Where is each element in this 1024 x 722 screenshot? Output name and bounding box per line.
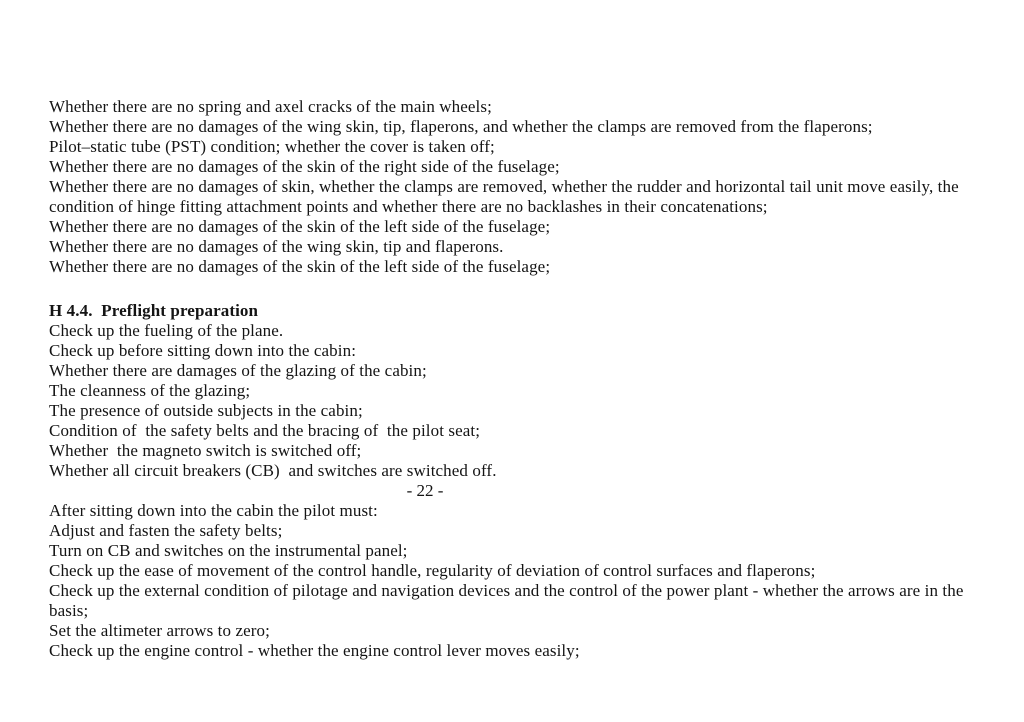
text-line: Whether there are no spring and axel cracks of the main wheels; bbox=[49, 97, 492, 116]
page-number: - 22 - bbox=[406, 481, 444, 500]
text-line: Whether all circuit breakers (CB) and switches are switched off. bbox=[49, 461, 497, 480]
text-line: Whether there are no damages of the skin of the right side of the fuselage; bbox=[49, 157, 560, 176]
text-line: Set the altimeter arrows to zero; bbox=[49, 621, 270, 640]
text-line: basis; bbox=[49, 601, 89, 620]
text-line: After sitting down into the cabin the pilot must: bbox=[49, 501, 378, 520]
in-cabin-checklist-section bbox=[49, 501, 994, 661]
text-line: Whether there are no damages of the skin of the left side of the fuselage; bbox=[49, 217, 551, 236]
text-line: The cleanness of the glazing; bbox=[49, 381, 251, 400]
text-line: Check up before sitting down into the cabin: bbox=[49, 341, 357, 360]
text-line: Check up the ease of movement of the control handle, regularity of deviation of control surfaces and flaperons; bbox=[49, 561, 816, 580]
walkaround-checklist-section bbox=[49, 97, 994, 277]
text-line: Check up the external condition of pilotage and navigation devices and the control of the power plant - whether the arrows are in the bbox=[49, 581, 964, 600]
section-gap bbox=[49, 277, 994, 301]
text-line: Whether there are damages of the glazing of the cabin; bbox=[49, 361, 427, 380]
text-line: condition of hinge fitting attachment points and whether there are no backlashes in their concatenations; bbox=[49, 197, 768, 216]
text-line: Check up the engine control - whether the engine control lever moves easily; bbox=[49, 641, 580, 660]
text-line: Pilot–static tube (PST) condition; whether the cover is taken off; bbox=[49, 137, 495, 156]
section-heading: H 4.4. Preflight preparation bbox=[49, 301, 259, 320]
text-line: The presence of outside subjects in the cabin; bbox=[49, 401, 363, 420]
text-line: Whether there are no damages of skin, whether the clamps are removed, whether the rudder and horizontal tail unit move easily, the bbox=[49, 177, 959, 196]
text-line: Whether the magneto switch is switched off; bbox=[49, 441, 362, 460]
text-line: Condition of the safety belts and the bracing of the pilot seat; bbox=[49, 421, 481, 440]
text-line: Turn on CB and switches on the instrumental panel; bbox=[49, 541, 408, 560]
preflight-checklist-section bbox=[49, 321, 994, 481]
text-line: Check up the fueling of the plane. bbox=[49, 321, 284, 340]
text-line: Adjust and fasten the safety belts; bbox=[49, 521, 283, 540]
text-line: Whether there are no damages of the wing skin, tip and flaperons. bbox=[49, 237, 504, 256]
text-line: Whether there are no damages of the skin of the left side of the fuselage; bbox=[49, 257, 551, 276]
text-line: Whether there are no damages of the wing skin, tip, flaperons, and whether the clamps are removed from the flaperons; bbox=[49, 117, 873, 136]
